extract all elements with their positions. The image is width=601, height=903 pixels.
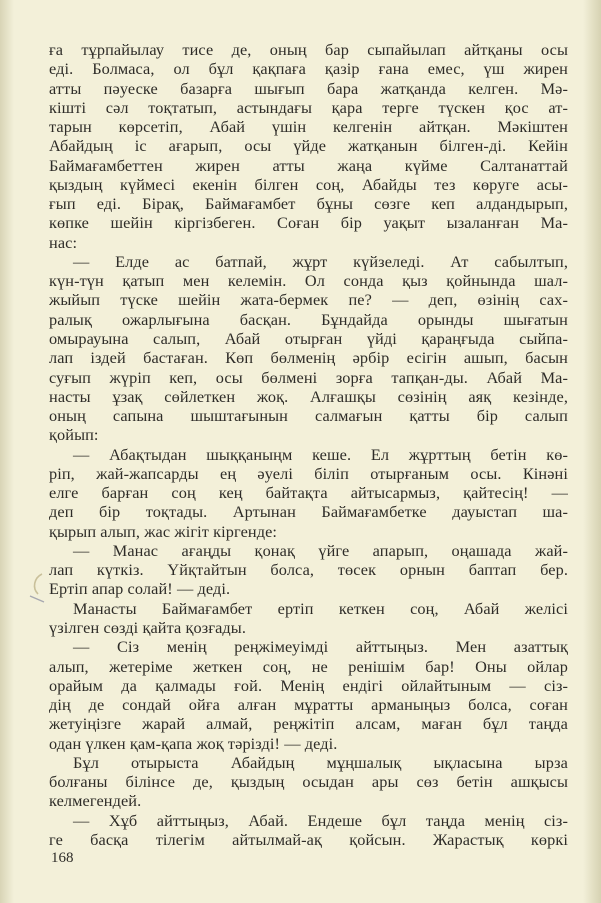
body-text [49, 40, 568, 849]
text-line: Бұл отырыста Абайдың мұңшалық ықласына ырза [73, 752, 568, 772]
text-line: ға тұрпайылау тисе де, оның бар сыпайылап айтқаны осы [49, 40, 568, 59]
text-line: жетуіңізге жарай алмай, реңжітіп алсам, маған бұл таңда [49, 714, 568, 734]
page-number: 168 [51, 850, 74, 866]
text-line: қойып: [49, 425, 99, 445]
text-line: көпке шейін кіргізбеген. Соған бір уақыт ызаланған Ма- [49, 213, 568, 233]
text-line: ғып еді. Бірақ, Баймағамбет бұны сөзге кеп алдандырып, [49, 194, 568, 214]
text-line: суғып жүріп кеп, осы бөлмені зорға тапқан-ды. Абай Ма- [49, 367, 568, 387]
text-line: ралық ожарлығына басқан. Бұндайда орынды шығатын [49, 309, 568, 329]
text-line: еді. Болмаса, ол бұл қақпаға қазір ғана емес, үш жирен [49, 59, 568, 79]
text-line: қырып алып, жас жігіт кіргенде: [49, 521, 278, 541]
text-line: Манасты Баймағамбет ертіп кеткен соң, Абай желісі [73, 598, 568, 618]
text-line: күн-түн қатып мен келемін. Ол сонда қыз қойнында шал- [49, 271, 568, 291]
text-line: — Сіз менің реңжімеуімді айттыңыз. Мен азаттық [73, 637, 568, 657]
text-line: — Манас ағаңды қонақ үйге апарып, оңашада жай- [73, 540, 568, 560]
text-line: — Елде ас батпай, жұрт күйзеледі. Ат сабылтып, [73, 251, 568, 271]
text-line: омырауына салып, Абай отырған үйді қараңғыда сыйпа- [49, 328, 568, 348]
page-right-shadow [583, 0, 601, 903]
page-left-shadow [0, 0, 14, 903]
text-line: дің де сондай ойға алған мұратты арманыңыз болса, соған [49, 695, 568, 715]
text-line: кішті сәл тоқтатып, астындағы қара терге түскен қос ат- [49, 97, 568, 117]
text-line: — Хұб айттыңыз, Абай. Ендеше бұл таңда менің сіз- [73, 810, 568, 830]
text-line: одан үлкен қам-қапа жоқ тәрізді! — деді. [49, 733, 338, 753]
text-line: лап іздей бастаған. Көп бөлменің әрбір есігін ашып, басын [49, 348, 568, 368]
text-line: ге басқа тілегім айтылмай-ақ қойсын. Жарастық көркі [49, 829, 568, 849]
text-line: алып, жетеріме жеткен соң, не ренішім бар! Оны ойлар [49, 656, 568, 676]
text-line: лап күткіз. Үйқтайтын болса, төсек орнын баптап бер. [49, 560, 568, 580]
text-line: үзілген сөзді қайта қозғады. [49, 617, 247, 637]
text-line: нас: [49, 232, 78, 252]
text-line: тарын көрсетіп, Абай үшін келгенін айтқан. Мәкіштен [49, 117, 568, 137]
text-line: насты ұзақ сөйлеткен жоқ. Алғашқы сөзінің аяқ кезінде, [49, 386, 568, 406]
text-line: — Абақтыдан шыққаныңм кеше. Ел жұрттың бетін кө- [73, 444, 568, 464]
text-line: Ертіп апар солай! — деді. [49, 579, 231, 599]
text-line: деп бір тоқтады. Артынан Баймағамбетке дауыстап ша- [49, 502, 568, 522]
text-line: Абайдың іс ағарып, осы үйде жатқанын білген-ді. Кейін [49, 136, 568, 156]
text-line: оның сапына шыштағынын салмағын қатты бір салып [49, 406, 568, 426]
text-line: жыйып түске шейін жата-бермек пе? — деп, өзінің сах- [49, 290, 568, 310]
text-line: қыздың күймесі екенін білген соң, Абайды тез көруге асы- [49, 174, 568, 194]
text-line: болғаны білінсе де, қыздың осыдан ары сөз бетін ашқысы [49, 772, 568, 792]
text-line: Баймағамбеттен жирен атты жаңа күйме Салтанаттай [49, 155, 568, 175]
text-line: келмегендей. [49, 791, 142, 811]
text-line: елге барған соң кең байтақта айтысармыз, қайтесің! — [49, 483, 568, 503]
text-line: орайым да қалмады ғой. Менің ендігі ойлайтыным — сіз- [49, 675, 568, 695]
text-line: атты пәуеске базарға шығып бара жатқанда келген. Мә- [49, 78, 568, 98]
text-line: ріп, жай-жапсарды ең әуелі біліп отырғаным осы. Кінәні [49, 463, 568, 483]
margin-pencil-mark [28, 572, 48, 612]
